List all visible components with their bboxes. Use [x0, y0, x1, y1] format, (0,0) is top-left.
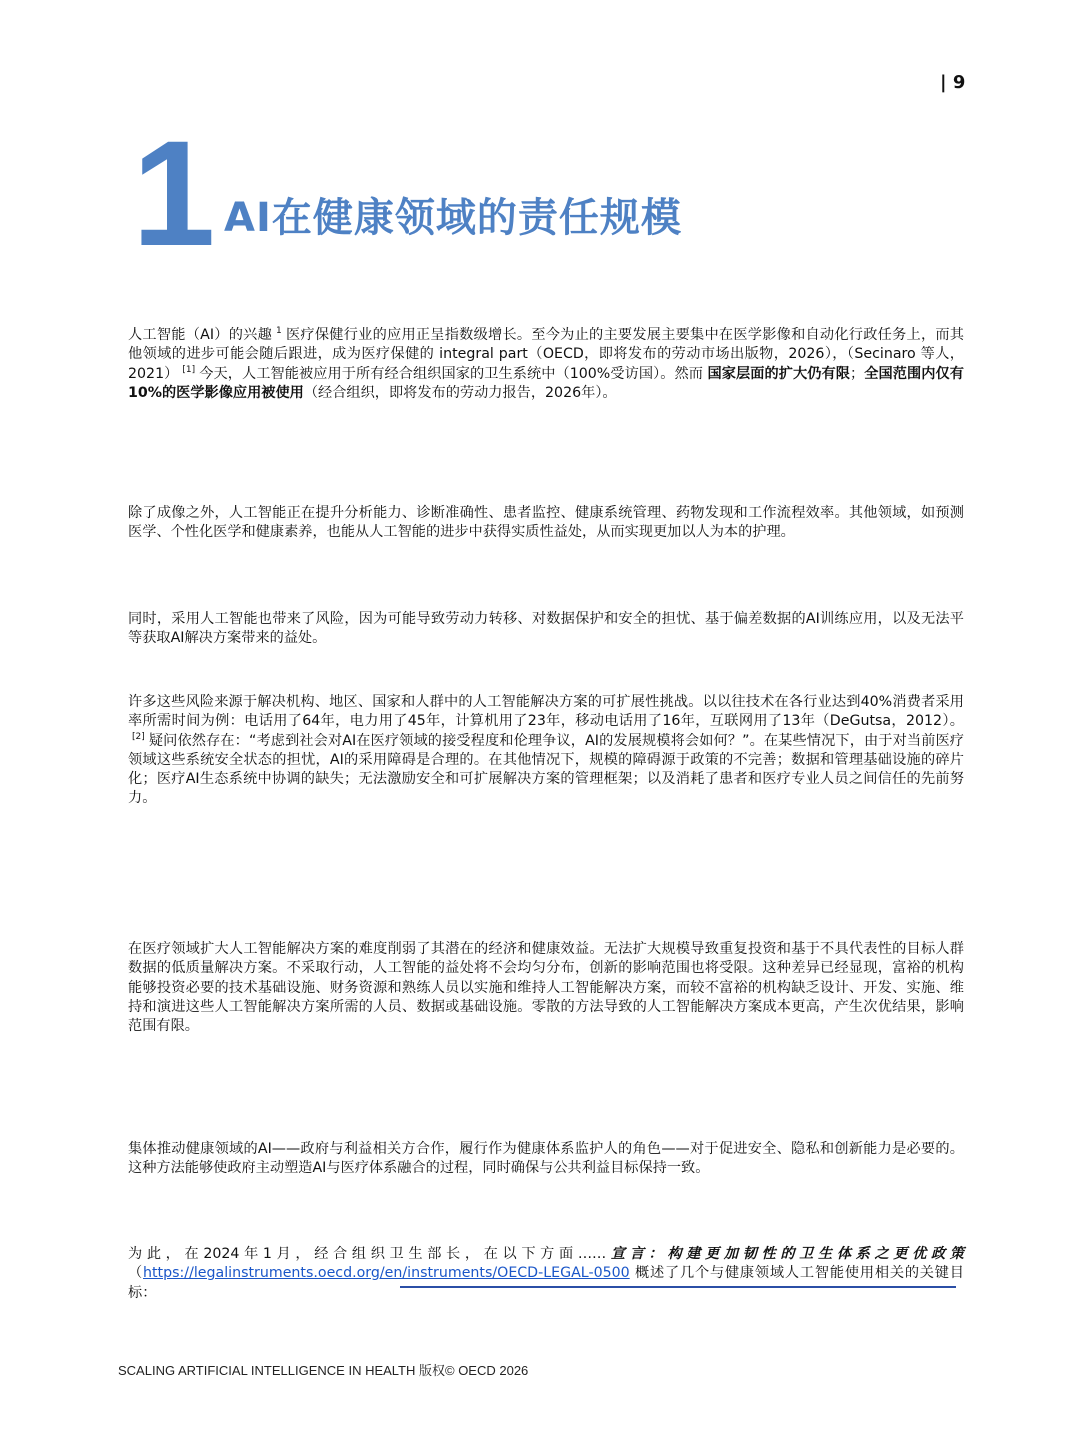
paragraph-beyond-imaging: 除了成像之外，人工智能正在提升分析能力、诊断准确性、患者监控、健康系统管理、药物发现和工作流程效率。其他领域，如预测医学、个性化医学和健康素养，也能从人工智能的进步中获得实质性益处，从而实现更加以人为本的护理。	[128, 505, 964, 541]
link-underline-divider	[400, 1286, 956, 1288]
paragraph-difficulty: 在医疗领域扩大人工智能解决方案的难度削弱了其潜在的经济和健康效益。无法扩大规模导致重复投资和基于不具代表性的目标人群数据的低质量解决方案。不采取行动，人工智能的益处将不会均匀分布，创新的影响范围也将受限。这种差异已经显现，富裕的机构能够投资必要的技术基础设施、财务资源和熟练人员以实施和维持人工智能解决方案，而较不富裕的机构缺乏设计、开发、实施、维持和演进这些人工智能解决方案所需的人员、数据或基础设施。零散的方法导致的人工智能解决方案成本更高，产生次优结果，影响范围有限。	[128, 941, 964, 1035]
declaration-title: 宣言：构建更加韧性的卫生体系之更优政策	[606, 1246, 964, 1262]
p1-text-a: 人工智能（AI）的兴趣	[128, 327, 273, 343]
chapter-number: 1	[132, 109, 216, 277]
p7-text-a: 为此，在2024年1月，经合组织卫生部长，在以下方面……	[128, 1246, 607, 1262]
p7-text-c: 概述了几个与健康领域人工智能使用相关的关键目标：	[128, 1265, 964, 1301]
oecd-legal-link[interactable]: https://legalinstruments.oecd.org/en/instruments/OECD-LEGAL-0500	[143, 1265, 630, 1282]
paragraph-ai-interest	[128, 326, 964, 403]
page-number: | 9	[940, 72, 966, 93]
citation-ref-2[interactable]: [2]	[132, 731, 145, 742]
chapter-title: AI在健康领域的责任规模	[224, 195, 682, 241]
paragraph-scalability	[128, 693, 964, 809]
p1-bold-national-scale: 国家层面的扩大仍有限	[707, 365, 851, 382]
p4-text-a: 许多这些风险来源于解决机构、地区、国家和人群中的人工智能解决方案的可扩展性挑战。以以往技术在各行业达到40%消费者采用率所需时间为例：电话用了64年，电力用了45年，计算机用了23年，移动电话用了16年，互联网用了13年（DeGutsa，2012）。	[128, 694, 964, 730]
paragraph-collective-push: 集体推动健康领域的AI——政府与利益相关方合作，履行作为健康体系监护人的角色——对于促进安全、隐私和创新能力是必要的。这种方法能够使政府主动塑造AI与医疗体系融合的过程，同时确保与公共利益目标保持一致。	[128, 1141, 964, 1177]
citation-ref-1[interactable]: [1]	[182, 364, 196, 375]
page-footer: SCALING ARTIFICIAL INTELLIGENCE IN HEALTH 版权© OECD 2026	[118, 1363, 529, 1378]
p4-text-b: 疑问依然存在：“考虑到社会对AI在医疗领域的接受程度和伦理争议，AI的发展规模将会如何？”。在某些情况下，由于对当前医疗领域这些系统安全状态的担忧，AI的采用障碍是合理的。在其他情况下，规模的障碍源于政策的不完善；数据和管理基础设施的碎片化；医疗AI生态系统中协调的缺失；无法激励安全和可扩展解决方案的管理框架；以及消耗了患者和医疗专业人员之间信任的先前努力。	[128, 732, 964, 807]
p1-text-b: 医疗保健行业的应用正呈指数级增长。至今为止的主要发展主要集中在医学影像和自动化行政任务上，而其他领域的进步可能会随后跟进，成为医疗保健的 integral part（OECD，即将发布的劳动市场出版物，2026），（Secinaro 等人，2021）	[128, 327, 964, 382]
p1-text-d: ；	[850, 365, 865, 382]
p1-bold-imaging-usage: 全国范围内仅有10%的医学影像应用被使用	[128, 365, 964, 401]
paragraph-risks: 同时，采用人工智能也带来了风险，因为可能导致劳动力转移、对数据保护和安全的担忧、基于偏差数据的AI训练应用，以及无法平等获取AI解决方案带来的益处。	[128, 611, 964, 647]
footnote-ref-1[interactable]: 1	[276, 326, 282, 337]
p7-text-b: （	[128, 1265, 143, 1282]
paragraph-declaration	[128, 1245, 964, 1303]
p1-text-c: 今天，人工智能被应用于所有经合组织国家的卫生系统中（100%受访国）。然而	[199, 365, 703, 382]
p1-text-e: （经合组织，即将发布的劳动力报告，2026年）。	[303, 384, 617, 401]
